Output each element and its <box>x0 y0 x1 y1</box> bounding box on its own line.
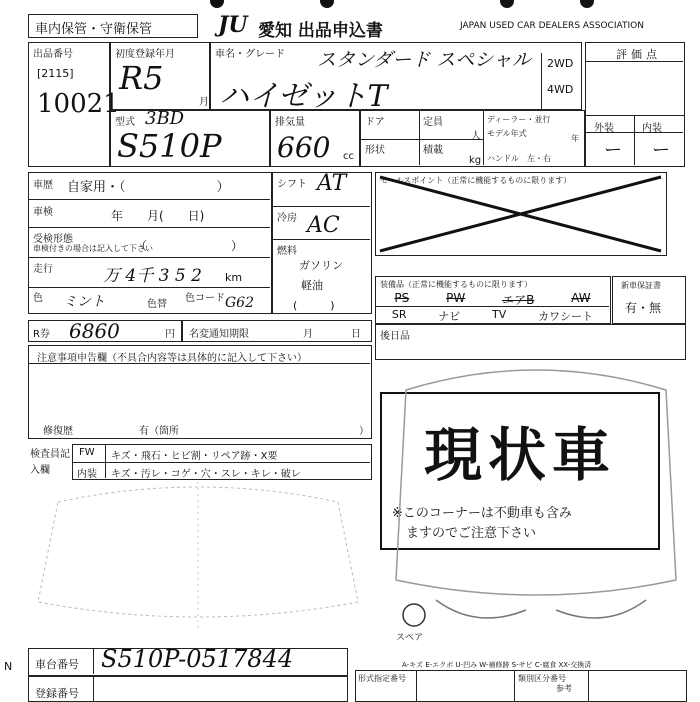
interior-label: 内装 <box>642 123 662 134</box>
history-value: 自家用・（ ） <box>67 180 230 195</box>
history-box: 車歴 自家用・（ ） 車検 年 月( 日) 受検形態 車検付きの場合は記入して下さい （ ） 走行 万 4千 3 5 2 km 色 ミント 色替 色コード G62 <box>28 172 272 314</box>
fuel-gasoline: ガソリン <box>299 259 343 272</box>
equipment-tv: TV <box>492 308 507 321</box>
equipment-airbag: エアB <box>502 293 535 307</box>
evaluation-label: 評価点 <box>616 48 661 61</box>
stamp-title: 現状車 <box>423 421 616 489</box>
equipment-pw: PW <box>446 291 466 305</box>
recycle-box: R券 6860 円 <box>28 320 182 342</box>
binder-hole <box>320 0 334 8</box>
recycle-value: 6860 <box>69 319 120 343</box>
car-name: ハイゼットT <box>219 79 388 114</box>
equipment-sr: SR <box>391 308 407 321</box>
model-label: 型式 <box>115 117 135 128</box>
displacement-label: 排気量 <box>275 117 305 128</box>
equipment-leather-seat: カワシート <box>538 310 594 323</box>
notes-box: 注意事項申告欄（不具合内容等は具体的に記入して下さい） 修復歴 有（箇所 ） <box>28 345 372 439</box>
selling-points-box: セールスポイント（正常に機能するものに限ります） <box>375 172 667 256</box>
lot-number: 10021 <box>37 89 120 119</box>
stamp-note-2: ますのでご注意下さい <box>406 526 537 541</box>
form-title: 愛知 出品申込書 <box>258 21 383 41</box>
history-label: 車歴 <box>33 180 53 191</box>
stamp-note-1: ※このコーナーは不動車も含み <box>392 506 572 521</box>
cross-out-mark <box>376 173 665 254</box>
equipment-ps: PS <box>394 291 410 305</box>
storage-type: 車内保管・守衛保管 <box>35 22 153 37</box>
equipment-navi: ナビ <box>438 310 461 323</box>
lot-sub-number: 2115 <box>41 67 70 80</box>
first-reg-value: R5 <box>119 59 164 97</box>
ac-value: AC <box>307 213 340 238</box>
binder-hole <box>580 0 594 8</box>
car-name-label: 車名・グレード <box>215 49 285 60</box>
model-box <box>110 110 270 167</box>
name-change-box: 名変通知期限 月 日 <box>182 320 372 342</box>
margin-mark: N <box>4 660 13 673</box>
chassis-value: S510P-0517844 <box>101 645 294 673</box>
warranty-box: 新車保証書 有・無 <box>612 276 686 324</box>
equipment-box: 装備品（正常に機能するものに限ります） PS PW エアB AW SR ナビ TV カワシート <box>375 276 611 324</box>
first-reg-label: 初度登録年月 <box>115 49 175 60</box>
first-reg-box: 初度登録年月 R5 月 <box>110 42 210 110</box>
exterior-label: 外装 <box>594 123 614 134</box>
car-name-box <box>210 42 582 114</box>
car-diagram-left <box>28 482 374 642</box>
interior-value: ー <box>652 140 670 161</box>
lot-box: 出品番号 [2115] 10021 <box>28 42 110 167</box>
car-diagram-right <box>376 360 696 650</box>
displacement-value: 660 <box>277 131 331 164</box>
chassis-box: 車台番号 S510P-0517844 <box>28 648 348 676</box>
lot-label: 出品番号 <box>33 49 73 60</box>
binder-hole <box>500 0 514 8</box>
drive-4wd: 4WD <box>547 83 574 96</box>
equipment-aw: AW <box>571 291 591 305</box>
drive-2wd: 2WD <box>547 57 574 70</box>
registration-box: 登録番号 <box>28 676 348 702</box>
exterior-value: ー <box>604 140 622 161</box>
shift-box: シフト AT 冷房 AC 燃料 ガソリン 軽油 ( ) <box>272 172 372 314</box>
inspector-box: FW キズ・飛石・ヒビ割・リペア跡・X要 内装 キズ・汚レ・コゲ・穴・スレ・キレ・破レ <box>72 444 372 480</box>
form-subtitle: JAPAN USED CAR DEALERS ASSOCIATION <box>460 21 644 31</box>
displacement-box: 排気量 660 cc <box>270 110 360 167</box>
ju-logo: JU <box>218 12 248 38</box>
specs-box: ドア 定員 人 形状 積載 kg ディーラー・並行 モデル年式 年 ハンドル 左・右 <box>360 110 585 167</box>
binder-hole <box>210 0 224 8</box>
model-value: S510P <box>117 127 222 165</box>
color-value: ミント <box>63 294 105 310</box>
color-code: G62 <box>225 295 254 311</box>
damage-legend: A-キズ E-エクボ U-凹み W-補修跡 S-サビ C-腐食 XX-交換済 <box>402 661 592 669</box>
model-prefix: 3BD <box>145 108 185 129</box>
mileage-value: 万 4千 3 5 2 <box>103 266 202 286</box>
shift-value: AT <box>317 171 347 196</box>
spare-label: スペア <box>396 633 424 643</box>
bottom-form-box: 形式指定番号 類別区分番号 参考 <box>355 670 687 702</box>
sub-evaluation-box <box>585 115 685 167</box>
inspector-label: 検査員記入欄 <box>30 449 70 476</box>
storage-type-box <box>28 14 198 38</box>
fuel-light-oil: 軽油 <box>301 279 323 292</box>
later-date-box: 後日品 <box>375 324 686 360</box>
car-grade: スタンダード スペシャル <box>317 49 531 71</box>
